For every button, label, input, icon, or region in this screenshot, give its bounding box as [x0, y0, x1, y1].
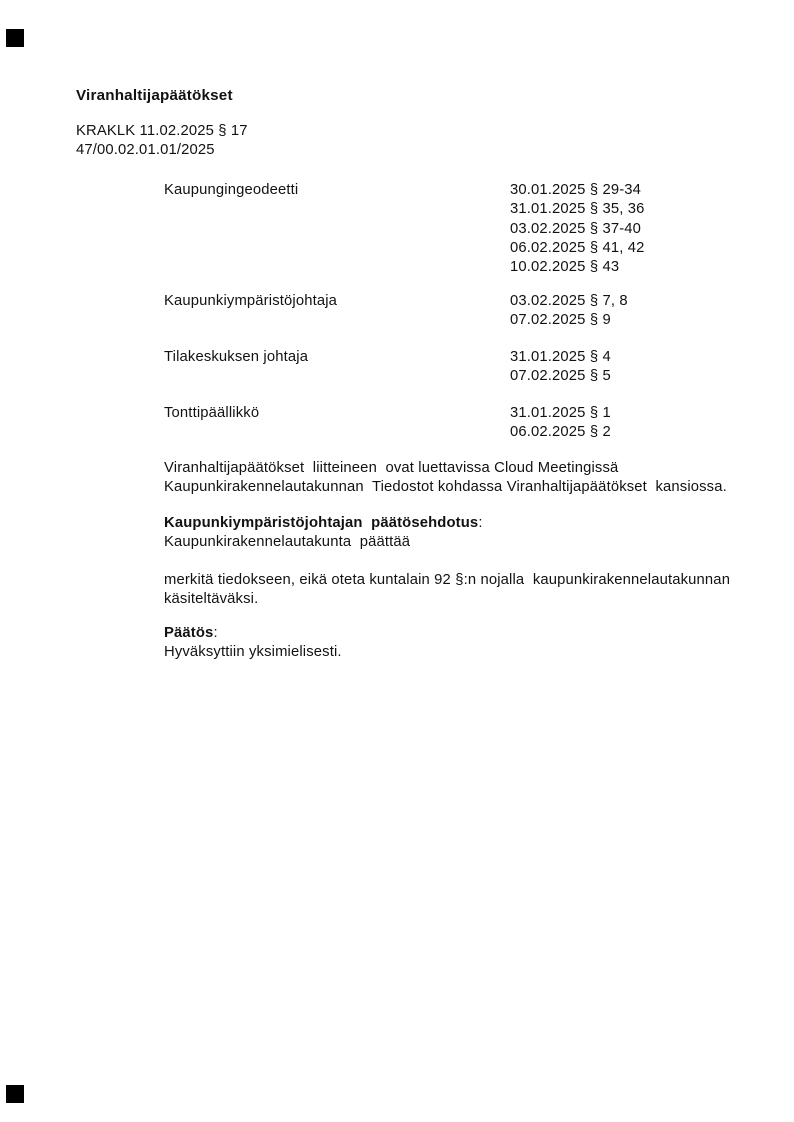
date-line: 03.02.2025 § 37-40 — [510, 220, 642, 237]
availability-note — [164, 459, 774, 498]
decision-dates — [510, 181, 645, 277]
availability-note-line: Kaupunkirakennelautakunnan Tiedostot kohdassa Viranhaltijapäätökset kansiossa. — [164, 479, 727, 496]
date-line: 31.01.2025 § 1 — [510, 405, 611, 421]
decision-heading-colon: : — [213, 625, 218, 641]
case-reference — [76, 122, 248, 161]
decision-dates — [510, 404, 611, 443]
decision-dates — [510, 348, 611, 387]
date-line: 06.02.2025 § 41, 42 — [510, 239, 645, 256]
date-line: 07.02.2025 § 5 — [510, 368, 611, 385]
scan-mark-top-left — [6, 29, 24, 47]
official-name: Kaupungingeodeetti — [164, 182, 299, 198]
diary-number: 47/00.02.01.01/2025 — [76, 142, 215, 159]
scan-mark-bottom-left — [6, 1085, 24, 1103]
official-name: Kaupunkiympäristöjohtaja — [164, 293, 338, 309]
decision-heading — [164, 624, 774, 643]
proposal-section — [164, 514, 774, 553]
availability-note-line: Viranhaltijapäätökset liitteineen ovat luettavissa Cloud Meetingissä — [164, 460, 619, 476]
decision-result: Hyväksyttiin yksimielisesti. — [164, 644, 342, 661]
date-line: 31.01.2025 § 4 — [510, 349, 611, 365]
proposal-heading-colon: : — [478, 515, 483, 531]
meeting-reference: KRAKLK 11.02.2025 § 17 — [76, 123, 248, 139]
proposal-body: Kaupunkirakennelautakunta päättää — [164, 534, 411, 551]
motion-text — [164, 571, 774, 610]
decision-section — [164, 624, 774, 663]
decision-dates — [510, 292, 628, 331]
official-name: Tonttipäällikkö — [164, 405, 260, 421]
date-line: 03.02.2025 § 7, 8 — [510, 293, 628, 309]
date-line: 10.02.2025 § 43 — [510, 259, 620, 276]
proposal-heading-label: Kaupunkiympäristöjohtajan päätösehdotus — [164, 515, 479, 531]
proposal-heading — [164, 514, 774, 533]
page-title: Viranhaltijapäätökset — [76, 87, 233, 104]
motion-line: käsiteltäväksi. — [164, 591, 259, 608]
motion-line: merkitä tiedokseen, eikä oteta kuntalain 92 §:n nojalla kaupunkirakennelautakunnan — [164, 572, 731, 588]
date-line: 07.02.2025 § 9 — [510, 312, 611, 329]
date-line: 31.01.2025 § 35, 36 — [510, 201, 645, 218]
date-line: 06.02.2025 § 2 — [510, 424, 611, 441]
official-name: Tilakeskuksen johtaja — [164, 349, 309, 365]
decision-heading-label: Päätös — [164, 625, 214, 641]
date-line: 30.01.2025 § 29-34 — [510, 182, 642, 198]
